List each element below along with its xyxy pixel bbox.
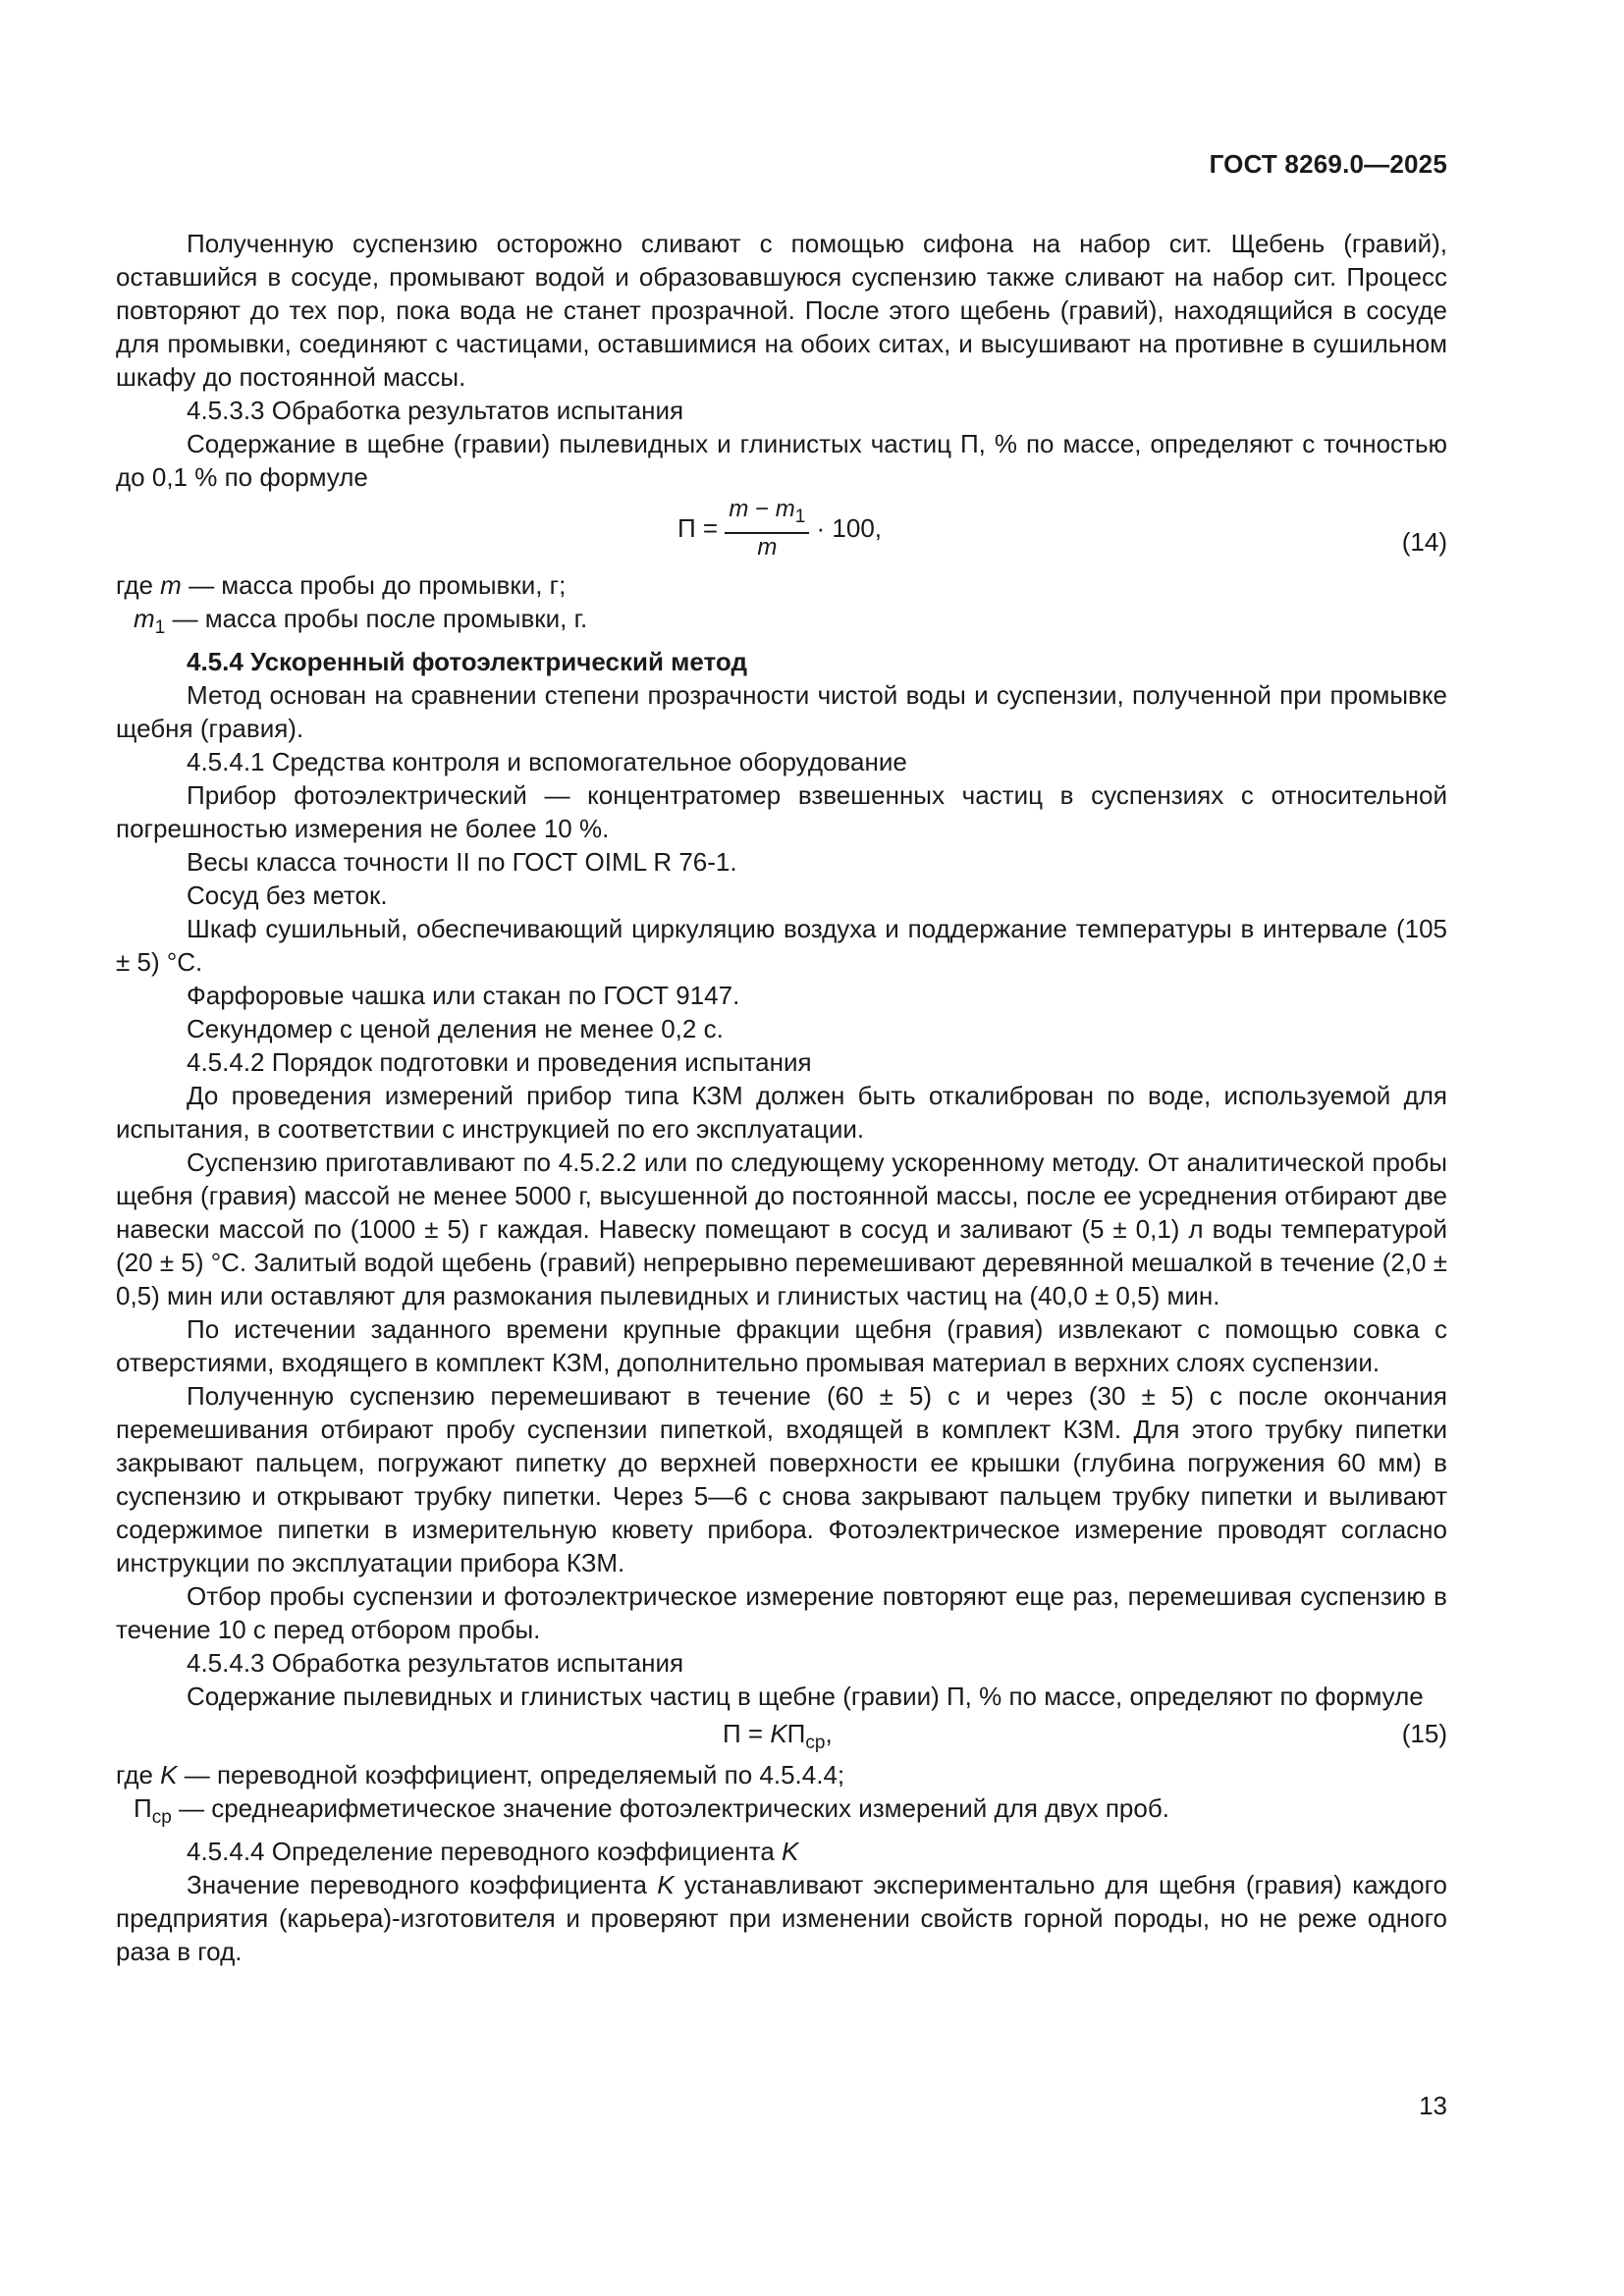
page-number: 13 bbox=[1419, 2091, 1447, 2120]
paragraph: Шкаф сушильный, обеспечивающий циркуляцию воздуха и поддержание температуры в интервале (105 ± 5) °С. bbox=[116, 914, 1447, 977]
subsection-heading: 4.5.4.1 Средства контроля и вспомогательное оборудование bbox=[187, 747, 907, 776]
definition-line: $m_1$ — масса пробы после промывки, г. bbox=[134, 604, 588, 638]
fraction-denominator: m bbox=[757, 534, 778, 561]
fraction-numerator: $m - m_1$ bbox=[725, 496, 809, 534]
paragraph: Весы класса точности II по ГОСТ OIML R 76-1. bbox=[187, 847, 737, 877]
formula-fraction bbox=[725, 496, 809, 561]
formula-15: $П = KП_{ср}$, (15) bbox=[723, 1719, 1447, 1753]
definition-line: $П_{ср}$ — среднеарифметическое значение фотоэлектрических измерений для двух проб. bbox=[134, 1793, 1169, 1828]
subsection-heading: 4.5.4.4 Определение переводного коэффициента K bbox=[187, 1837, 799, 1866]
paragraph: Отбор пробы суспензии и фотоэлектрическое измерение повторяют еще раз, перемешивая суспензию в течение 10 с перед отбором пробы. bbox=[116, 1581, 1447, 1644]
paragraph: Секундомер с ценой деления не менее 0,2 с. bbox=[187, 1014, 724, 1043]
paragraph: Метод основан на сравнении степени прозрачности чистой воды и суспензии, полученной при промывке щебня (гравия). bbox=[116, 680, 1447, 743]
paragraph: Значение переводного коэффициента K устанавливают экспериментально для щебня (гравия) каждого предприятия (карьера)-изготовителя и проверяют при изменении свойств горной породы, но не реже одного раза в год. bbox=[116, 1870, 1447, 1966]
subsection-heading: 4.5.4.2 Порядок подготовки и проведения испытания bbox=[187, 1047, 812, 1077]
formula-rhs: · 100, bbox=[816, 513, 883, 543]
formula-lhs: П = bbox=[677, 513, 719, 543]
formula-lhs: П = bbox=[723, 1719, 771, 1748]
paragraph: Прибор фотоэлектрический — концентратомер взвешенных частиц в суспензиях с относительной погрешностью измерения не более 10 %. bbox=[116, 780, 1447, 843]
paragraph: По истечении заданного времени крупные фракции щебня (гравия) извлекают с помощью совка с отверстиями, входящего в комплект КЗМ, дополнительно промывая материал в верхних слоях суспензии. bbox=[116, 1314, 1447, 1377]
formula-variable: K bbox=[770, 1719, 787, 1748]
paragraph: Полученную суспензию осторожно сливают с помощью сифона на набор сит. Щебень (гравий), оставшийся в сосуде, промывают водой и образовавшуюся суспензию также сливают на набор сит. Процесс повторяют до тех пор, пока вода не станет прозрачной. После этого щебень (гравий), находящийся в сосуде для промывки, соединяют с частицами, оставшимися на обоих ситах, и высушивают на противне в сушильном шкафу до постоянной массы. bbox=[116, 229, 1447, 392]
paragraph: Фарфоровые чашка или стакан по ГОСТ 9147. bbox=[187, 981, 740, 1010]
paragraph: Содержание пылевидных и глинистых частиц в щебне (гравии) П, % по массе, определяют по формуле bbox=[187, 1682, 1424, 1711]
definition-line: где m — масса пробы до промывки, г; bbox=[116, 570, 567, 600]
equation-number: (15) bbox=[1401, 1719, 1447, 1748]
section-heading: 4.5.4 Ускоренный фотоэлектрический метод bbox=[187, 647, 747, 676]
paragraph: Суспензию приготавливают по 4.5.2.2 или по следующему ускоренному методу. От аналитической пробы щебня (гравия) массой не менее 5000 г, высушенной до постоянной массы, после ее усреднения отбирают две навески массой по (1000 ± 5) г каждая. Навеску помещают в сосуд и заливают (5 ± 0,1) л воды температурой (20 ± 5) °С. Залитый водой щебень (гравий) непрерывно перемешивают деревянной мешалкой в течение (2,0 ± 0,5) мин или оставляют для размокания пылевидных и глинистых частиц на (40,0 ± 0,5) мин. bbox=[116, 1148, 1447, 1310]
document-body bbox=[116, 227, 1447, 1968]
subsection-heading: 4.5.3.3 Обработка результатов испытания bbox=[187, 396, 684, 425]
paragraph: До проведения измерений прибор типа КЗМ должен быть откалиброван по воде, используемой для испытания, в соответствии с инструкцией по его эксплуатации. bbox=[116, 1081, 1447, 1144]
paragraph: Полученную суспензию перемешивают в течение (60 ± 5) с и через (30 ± 5) с после окончания перемешивания отбирают пробу суспензии пипеткой, входящей в комплект КЗМ. Для этого трубку пипетки закрывают пальцем, погружают пипетку до верхней поверхности ее крышки (глубина погружения 60 мм) в суспензию и открывают трубку пипетки. Через 5—6 с снова закрывают пальцем трубку пипетки и выливают содержимое пипетки в измерительную кювету прибора. Фотоэлектрическое измерение проводят согласно инструкции по эксплуатации прибора КЗМ. bbox=[116, 1381, 1447, 1577]
paragraph: Сосуд без меток. bbox=[187, 881, 388, 910]
subsection-heading: 4.5.4.3 Обработка результатов испытания bbox=[187, 1648, 684, 1678]
formula-14 bbox=[116, 494, 1447, 568]
document-page bbox=[116, 0, 1447, 2296]
equation-number: (14) bbox=[1401, 527, 1447, 557]
paragraph: Содержание в щебне (гравии) пылевидных и глинистых частиц П, % по массе, определяют с точностью до 0,1 % по формуле bbox=[116, 429, 1447, 492]
document-code-header: ГОСТ 8269.0—2025 bbox=[1209, 149, 1447, 179]
definition-line: где K — переводной коэффициент, определяемый по 4.5.4.4; bbox=[116, 1760, 845, 1789]
